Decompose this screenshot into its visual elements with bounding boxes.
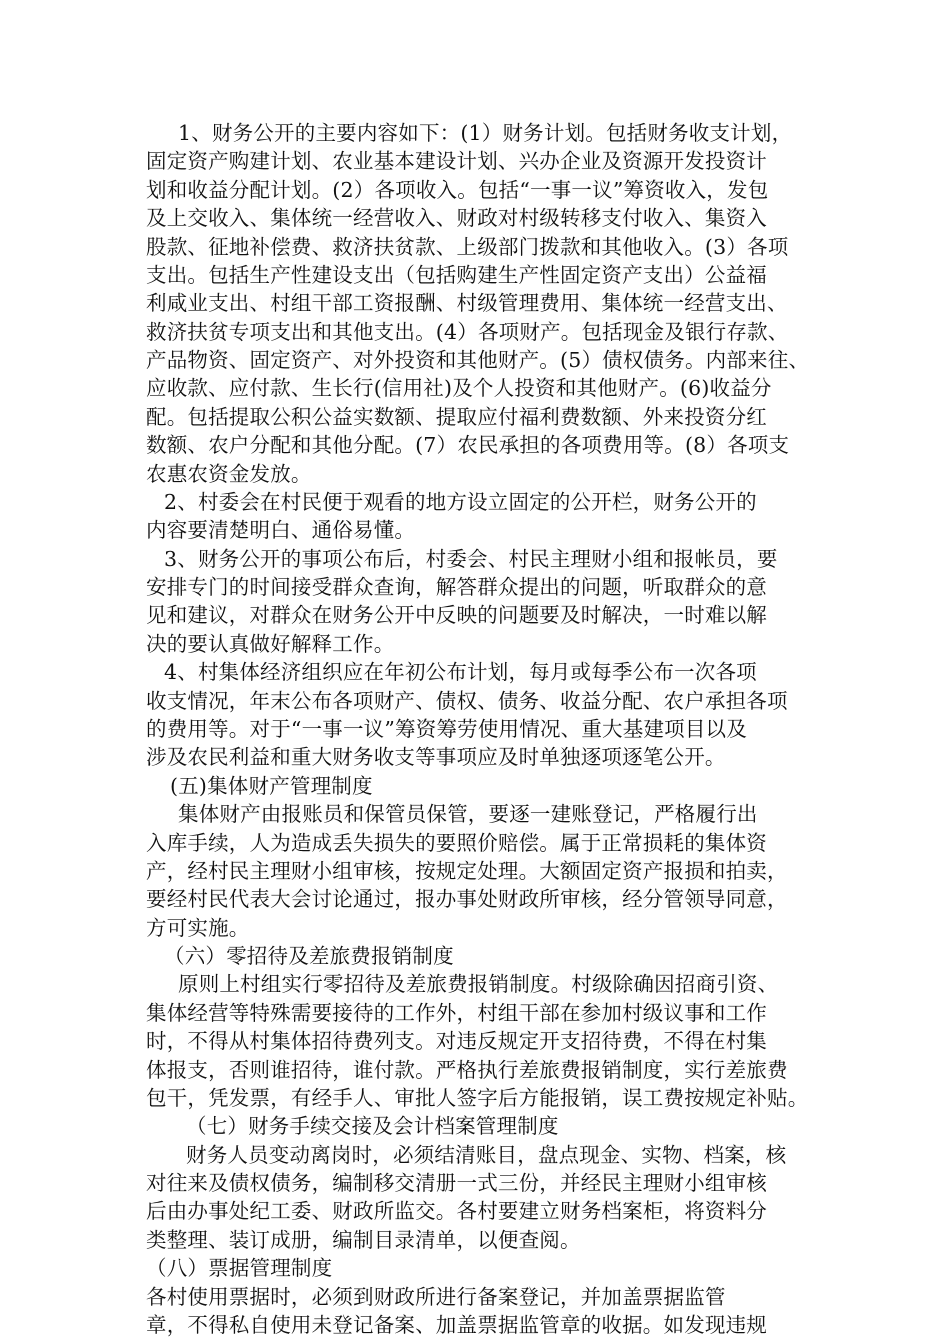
text-line: 支出。包括生产性建设支出（包括购建生产性固定资产支出）公益福 [146, 263, 767, 287]
text-line: 集体财产由报账员和保管员保管，要逐一建账登记，严格履行出 [178, 802, 758, 826]
text-line: 见和建议，对群众在财务公开中反映的问题要及时解决，一时难以解 [146, 603, 767, 627]
text-line: 产品物资、固定资产、对外投资和其他财产。(5）债权债务。内部来往、 [146, 348, 810, 372]
text-line: 救济扶贫专项支出和其他支出。(4）各项财产。包括现金及银行存款、 [146, 320, 789, 344]
text-line: 决的要认真做好解释工作。 [146, 632, 395, 656]
text-line: 产，经村民主理财小组审核，按规定处理。大额固定资产报损和拍卖， [146, 859, 788, 883]
text-line: 利咸业支出、村组干部工资报酬、村级管理费用、集体统一经营支出、 [146, 291, 788, 315]
text-line: 财务人员变动离岗时，必须结清账目，盘点现金、实物、档案，核 [186, 1143, 787, 1167]
text-line: 安排专门的时间接受群众查询，解答群众提出的问题，听取群众的意 [146, 575, 767, 599]
text-line: 入库手续，人为造成丢失损失的要照价赔偿。属于正常损耗的集体资 [146, 831, 767, 855]
text-line: 的费用等。对于“一事一议”筹资筹劳使用情况、重大基建项目以及 [146, 717, 747, 741]
text-line: 及上交收入、集体统一经营收入、财政对村级转移支付收入、集资入 [146, 206, 767, 230]
text-line: 各村使用票据时，必须到财政所进行备案登记，并加盖票据监管 [146, 1285, 726, 1309]
text-line: 内容要清楚明白、通俗易懂。 [146, 518, 416, 542]
text-line: 固定资产购建计划、农业基本建设计划、兴办企业及资源开发投资计 [146, 149, 767, 173]
text-line: 后由办事处纪工委、财政所监交。各村要建立财务档案柜，将资料分 [146, 1199, 767, 1223]
text-line: 体报支，否则谁招待，谁付款。严格执行差旅费报销制度，实行差旅费 [146, 1058, 788, 1082]
text-line: 对往来及债权债务，编制移交清册一式三份，并经民主理财小组审核 [146, 1171, 767, 1195]
text-line: 要经村民代表大会讨论通过，报办事处财政所审核，经分管领导同意， [146, 887, 788, 911]
text-line: 类整理、装订成册，编制目录清单，以便查阅。 [146, 1228, 581, 1252]
text-line: 4、村集体经济组织应在年初公布计划，每月或每季公布一次各项 [164, 660, 757, 684]
text-line: 方可实施。 [146, 916, 250, 940]
text-line: （八）票据管理制度 [146, 1256, 333, 1280]
section-heading: (五)集体财产管理制度 [170, 774, 373, 798]
text-line: 原则上村组实行零招待及差旅费报销制度。村级除确因招商引资、 [178, 972, 779, 996]
text-line: 股款、征地补偿费、救济扶贫款、上级部门拨款和其他收入。(3）各项 [146, 235, 789, 259]
text-line: 农惠农资金发放。 [146, 462, 312, 486]
text-line: 1、财务公开的主要内容如下：(1）财务计划。包括财务收支计划， [178, 121, 793, 145]
text-line: 2、村委会在村民便于观看的地方设立固定的公开栏，财务公开的 [164, 490, 757, 514]
text-line: 配。包括提取公积公益实数额、提取应付福利费数额、外来投资分红 [146, 405, 767, 429]
text-line: 包干，凭发票，有经手人、审批人签字后方能报销，误工费按规定补贴。 [146, 1086, 809, 1110]
text-line: 章，不得私自使用未登记备案、加盖票据监管章的收据。如发现违规 [146, 1313, 767, 1337]
section-heading: （七）财务手续交接及会计档案管理制度 [186, 1114, 559, 1138]
text-line: 应收款、应付款、生长行(信用社)及个人投资和其他财产。(6)收益分 [146, 376, 772, 400]
text-line: 数额、农户分配和其他分配。(7）农民承担的各项费用等。(8）各项支 [146, 433, 790, 457]
text-line: 3、财务公开的事项公布后，村委会、村民主理财小组和报帐员，要 [164, 547, 778, 571]
text-line: 时，不得从村集体招待费列支。对违反规定开支招待费，不得在村集 [146, 1029, 767, 1053]
section-heading: （六）零招待及差旅费报销制度 [164, 944, 454, 968]
text-line: 集体经营等特殊需要接待的工作外，村组干部在参加村级议事和工作 [146, 1001, 767, 1025]
text-line: 收支情况，年末公布各项财产、债权、债务、收益分配、农户承担各项 [146, 689, 788, 713]
text-line: 涉及农民利益和重大财务收支等事项应及时单独逐项逐笔公开。 [146, 745, 726, 769]
text-line: 划和收益分配计划。(2）各项收入。包括“一事一议”筹资收入，发包 [146, 178, 769, 202]
